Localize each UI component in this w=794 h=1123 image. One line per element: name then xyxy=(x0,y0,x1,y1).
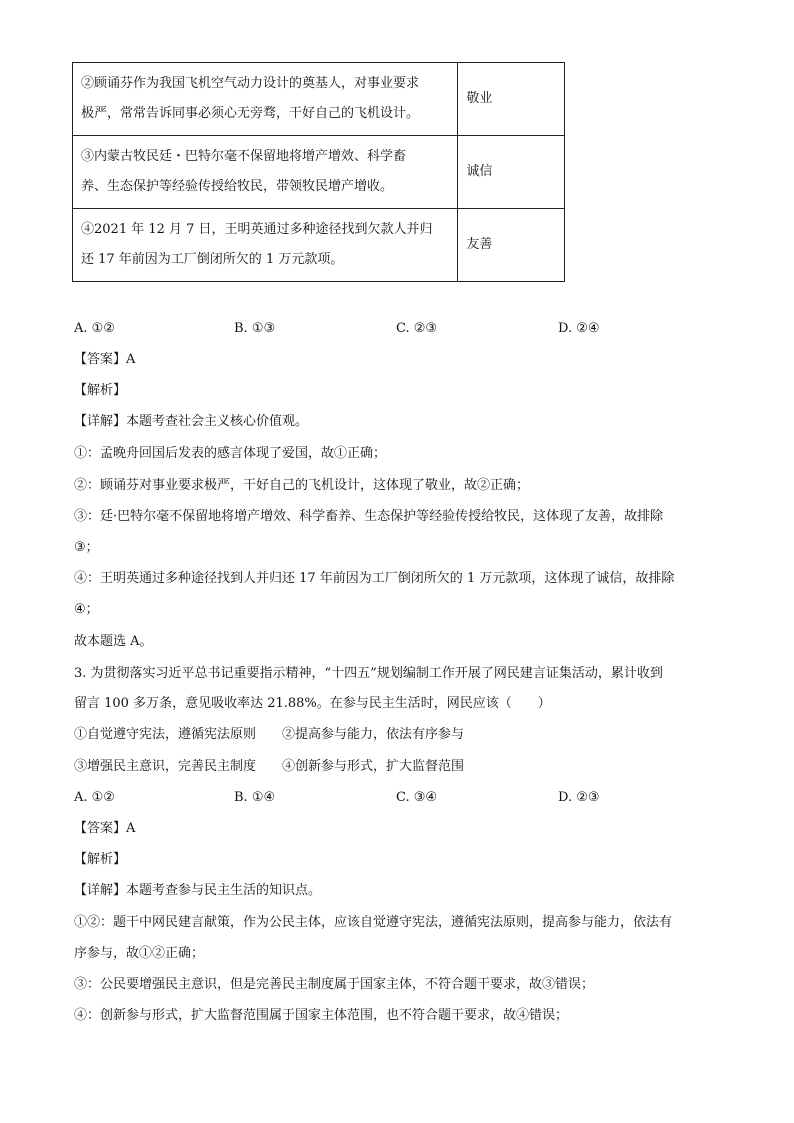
table-row xyxy=(73,63,565,136)
option-c: C. ③④ xyxy=(396,790,438,805)
cell-line: ④2021 年 12 月 7 日，王明英通过多种途径找到欠款人并归 xyxy=(81,222,433,237)
q2-analysis-heading: 【解析】 xyxy=(74,383,127,398)
values-table xyxy=(72,62,565,282)
table-cell-value: 友善 xyxy=(458,209,565,282)
q2-analysis-line: ④； xyxy=(74,602,99,617)
option-a: A. ①② xyxy=(74,321,115,336)
q3-stem: 3. 为贯彻落实习近平总书记重要指示精神，“十四五”规划编制工作开展了网民建言证集活动，累计收到 xyxy=(74,666,663,681)
option-b: B. ①④ xyxy=(234,790,276,805)
q3-detail: 【详解】本题考查参与民主生活的知识点。 xyxy=(74,883,322,898)
table-row xyxy=(73,209,565,282)
option-b: B. ①③ xyxy=(234,321,276,336)
q3-analysis-line: ③：公民要增强民主意识，但是完善民主制度属于国家主体，不符合题干要求，故③错误； xyxy=(74,977,595,992)
q3-choices: ③增强民主意识，完善民主制度 ④创新参与形式，扩大监督范围 xyxy=(74,759,465,774)
cell-line: 还 17 年前因为工厂倒闭所欠的 1 万元款项。 xyxy=(81,252,344,267)
q3-analysis-heading: 【解析】 xyxy=(74,852,127,867)
q2-analysis-line: ①：孟晚舟回国后发表的感言体现了爱国，故①正确； xyxy=(74,446,387,461)
cell-line: 养、生态保护等经验传授给牧民，带领牧民增产增收。 xyxy=(81,179,394,194)
table-cell-description xyxy=(73,63,458,136)
q3-answer: 【答案】A xyxy=(74,821,136,836)
option-d: D. ②④ xyxy=(558,321,600,336)
cell-line: ②顾诵芬作为我国飞机空气动力设计的奠基人，对事业要求 xyxy=(81,76,420,91)
cell-line: 极严，常常告诉同事必须心无旁骛，干好自己的飞机设计。 xyxy=(81,106,420,121)
option-c: C. ②③ xyxy=(396,321,438,336)
q3-analysis-line: 序参与，故①②正确； xyxy=(74,946,205,961)
q3-analysis-line: ④：创新参与形式，扩大监督范围属于国家主体范围，也不符合题干要求，故④错误； xyxy=(74,1008,569,1023)
q2-conclusion: 故本题选 A。 xyxy=(74,634,153,649)
q2-analysis-line: ③； xyxy=(74,540,99,555)
q2-analysis-line: ④：王明英通过多种途径找到人并归还 17 年前因为工厂倒闭所欠的 1 万元款项，这体现了诚信，故排除 xyxy=(74,571,675,586)
table-row xyxy=(73,136,565,209)
q2-answer: 【答案】A xyxy=(74,352,136,367)
table-cell-value: 敬业 xyxy=(458,63,565,136)
table-cell-description xyxy=(73,136,458,209)
cell-line: ③内蒙古牧民廷・巴特尔毫不保留地将增产增效、科学畜 xyxy=(81,149,407,164)
q2-detail: 【详解】本题考查社会主义核心价值观。 xyxy=(74,414,309,429)
option-a: A. ①② xyxy=(74,790,115,805)
q2-analysis-line: ③：廷·巴特尔毫不保留地将增产增效、科学畜养、生态保护等经验传授给牧民，这体现了友善，故排除 xyxy=(74,509,664,524)
q3-analysis-line: ①②：题干中网民建言献策，作为公民主体，应该自觉遵守宪法，遵循宪法原则，提高参与能力，依法有 xyxy=(74,915,673,930)
option-d: D. ②③ xyxy=(558,790,600,805)
q2-analysis-line: ②：顾诵芬对事业要求极严，干好自己的飞机设计，这体现了敬业，故②正确； xyxy=(74,478,530,493)
q3-choices: ①自觉遵守宪法，遵循宪法原则 ②提高参与能力，依法有序参与 xyxy=(74,727,465,742)
table-cell-description xyxy=(73,209,458,282)
table-cell-value: 诚信 xyxy=(458,136,565,209)
q3-stem: 留言 100 多万条，意见吸收率达 21.88%。在参与民主生活时，网民应该（ ） xyxy=(74,696,551,711)
